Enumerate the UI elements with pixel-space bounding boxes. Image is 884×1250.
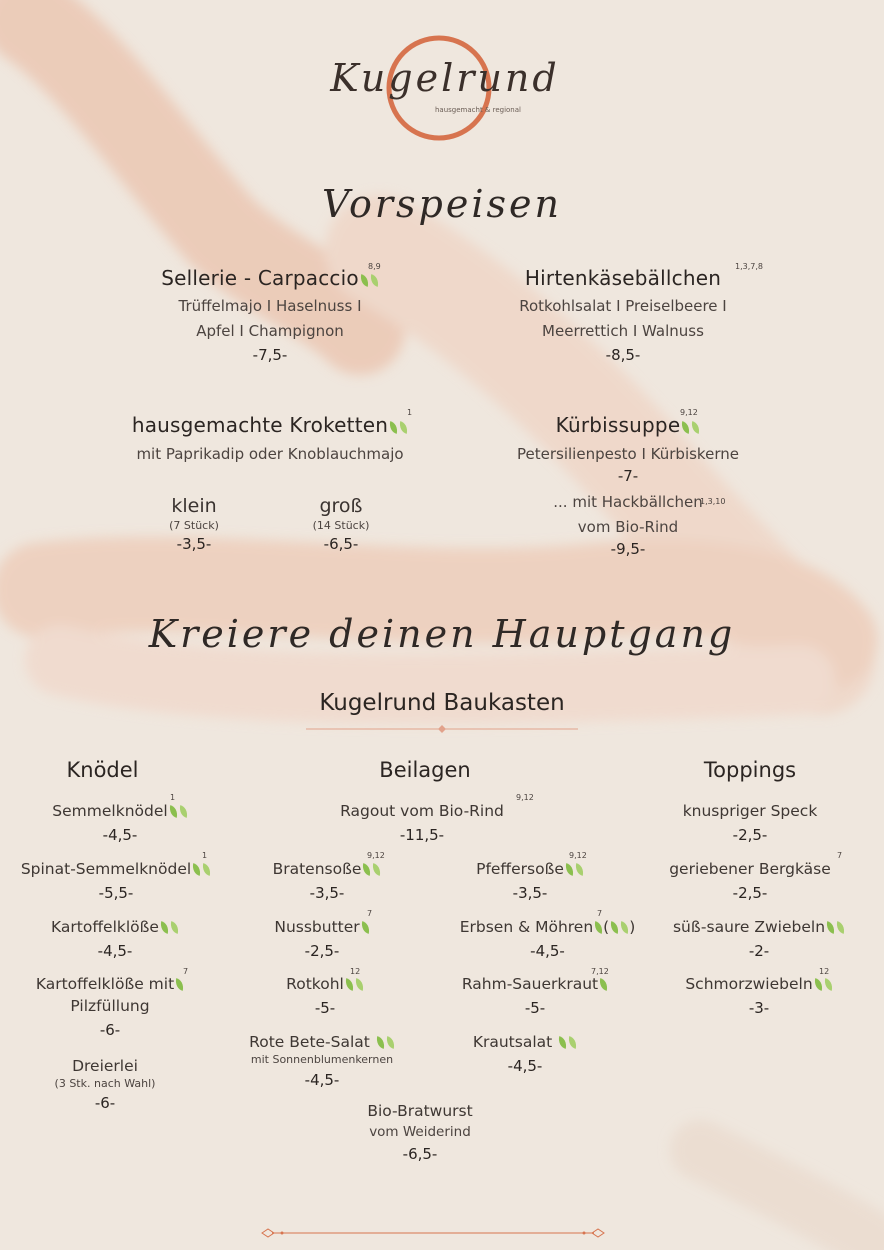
starter-title: Kürbissuppe (486, 413, 770, 437)
leaf-icon (388, 421, 399, 434)
starter-desc: Apfel I Champignon (196, 322, 344, 340)
size-label: groß (319, 495, 363, 517)
leaf-icon (609, 921, 620, 934)
leaf-icon (680, 421, 691, 434)
size-label: klein (171, 495, 217, 517)
list-item: Dreierlei (3 Stk. nach Wahl) -6- (54, 1057, 156, 1112)
size-count: (7 Stück) (169, 519, 219, 532)
leaf-icon (159, 921, 170, 934)
allergen-code: 12 (350, 967, 361, 976)
starter-title: Hirtenkäsebällchen (524, 266, 722, 290)
leaf-icon (359, 274, 370, 287)
starter-hirtenkaese (490, 266, 756, 364)
list-item: Bratensoße -3,5- (252, 860, 402, 902)
list-item: Ragout vom Bio-Rind -11,5- (340, 802, 504, 844)
starter-price: -7- (617, 467, 639, 485)
list-item: Pfeffersoße -3,5- (455, 860, 605, 902)
leaf-icon (823, 978, 834, 991)
list-item: Rotkohl -5- (260, 975, 390, 1017)
section-title-starters: Vorspeisen (322, 182, 562, 226)
list-item: Erbsen & Möhren ( ) -4,5- (459, 918, 636, 960)
leaf-icon (360, 921, 371, 934)
starter-price: -9,5- (610, 540, 646, 558)
size-price: -6,5- (323, 535, 359, 553)
list-item: knuspriger Speck -2,5- (682, 802, 818, 844)
leaf-icon (191, 863, 202, 876)
kroketten-large (291, 495, 391, 553)
allergen-code: 7 (597, 909, 603, 918)
size-count: (14 Stück) (312, 519, 370, 532)
starter-desc: Meerrettich I Walnuss (542, 322, 704, 340)
list-item: Krautsalat -4,5- (460, 1033, 590, 1075)
starter-price: -8,5- (605, 346, 641, 364)
allergen-code: 9,12 (569, 851, 587, 860)
starter-desc: mit Paprikadip oder Knoblauchmajo (136, 445, 404, 463)
leaf-icon (354, 978, 365, 991)
starter-carpaccio (130, 266, 410, 364)
column-header-beilagen: Beilagen (379, 758, 471, 782)
allergen-code: 7 (837, 851, 843, 860)
leaf-icon (598, 978, 609, 991)
allergen-code: 1 (202, 851, 208, 860)
leaf-icon (174, 978, 185, 991)
allergen-code: 7,12 (591, 967, 609, 976)
starter-desc: ... mit Hackbällchen (553, 493, 703, 511)
list-item: Semmelknödel -4,5- (20, 802, 220, 844)
size-price: -3,5- (176, 535, 212, 553)
list-item: Bio-Bratwurst vom Weiderind -6,5- (367, 1102, 473, 1163)
list-item: Spinat-Semmelknödel -5,5- (0, 860, 232, 902)
leaf-icon (375, 1036, 386, 1049)
list-item: Rahm-Sauerkraut -5- (440, 975, 630, 1017)
leaf-icon (835, 921, 846, 934)
allergen-code: 9,12 (680, 408, 698, 417)
leaf-icon (361, 863, 372, 876)
list-item: Schmorzwiebeln -3- (664, 975, 854, 1017)
starter-desc: Trüffelmajo I Haselnuss I (178, 297, 362, 315)
column-header-knoedel: Knödel (66, 758, 139, 782)
leaf-icon (813, 978, 824, 991)
leaf-icon (169, 921, 180, 934)
starter-price: -7,5- (252, 346, 288, 364)
leaf-icon (690, 421, 701, 434)
starter-desc: Rotkohlsalat I Preiselbeere I (519, 297, 727, 315)
column-header-toppings: Toppings (703, 758, 797, 782)
starter-title: Sellerie - Carpaccio (130, 266, 410, 290)
baukasten-title: Kugelrund Baukasten (319, 690, 565, 716)
leaf-icon (168, 805, 179, 818)
starter-desc: Petersilienpesto I Kürbiskerne (517, 445, 739, 463)
leaf-icon (178, 805, 189, 818)
list-item: Rote Bete-Salat mit Sonnenblumenkernen -4,5- (232, 1033, 412, 1089)
leaf-icon (385, 1036, 396, 1049)
list-item: Kartoffelklöße -4,5- (20, 918, 210, 960)
leaf-icon (574, 863, 585, 876)
allergen-code: 7 (367, 909, 373, 918)
allergen-code: 1 (170, 793, 176, 802)
leaf-icon (369, 274, 380, 287)
ornament-divider-bottom (258, 1226, 608, 1240)
leaf-icon (201, 863, 212, 876)
kroketten-small (144, 495, 244, 553)
starter-kroketten (100, 413, 440, 467)
allergen-code: 1 (407, 408, 413, 417)
list-item: Kartoffelklöße mit Pilzfüllung -6- (10, 975, 210, 1039)
leaf-icon (557, 1036, 568, 1049)
leaf-icon (398, 421, 409, 434)
allergen-code: 7 (183, 967, 189, 976)
brand-tagline: hausgemacht & regional (435, 106, 521, 114)
section-title-main: Kreiere deinen Hauptgang (148, 612, 736, 656)
starter-soup (486, 413, 770, 558)
allergen-code: 1,3,10 (700, 497, 726, 506)
allergen-code: 12 (819, 967, 830, 976)
leaf-icon (825, 921, 836, 934)
allergen-code: 1,3,7,8 (735, 262, 763, 271)
list-item: geriebener Bergkäse -2,5- (669, 860, 831, 902)
allergen-code: 9,12 (367, 851, 385, 860)
allergen-code: 9,12 (516, 793, 534, 802)
ornament-divider (300, 723, 584, 735)
allergen-code: 8,9 (368, 262, 381, 271)
starter-desc: vom Bio-Rind (577, 518, 679, 536)
leaf-icon (564, 863, 575, 876)
starter-title: hausgemachte Kroketten (100, 413, 440, 437)
leaf-icon (567, 1036, 578, 1049)
leaf-icon (371, 863, 382, 876)
list-item: Nussbutter -2,5- (252, 918, 392, 960)
list-item: süß-saure Zwiebeln -2- (654, 918, 864, 960)
leaf-icon (344, 978, 355, 991)
brand-logo: Kugelrund (330, 56, 560, 100)
